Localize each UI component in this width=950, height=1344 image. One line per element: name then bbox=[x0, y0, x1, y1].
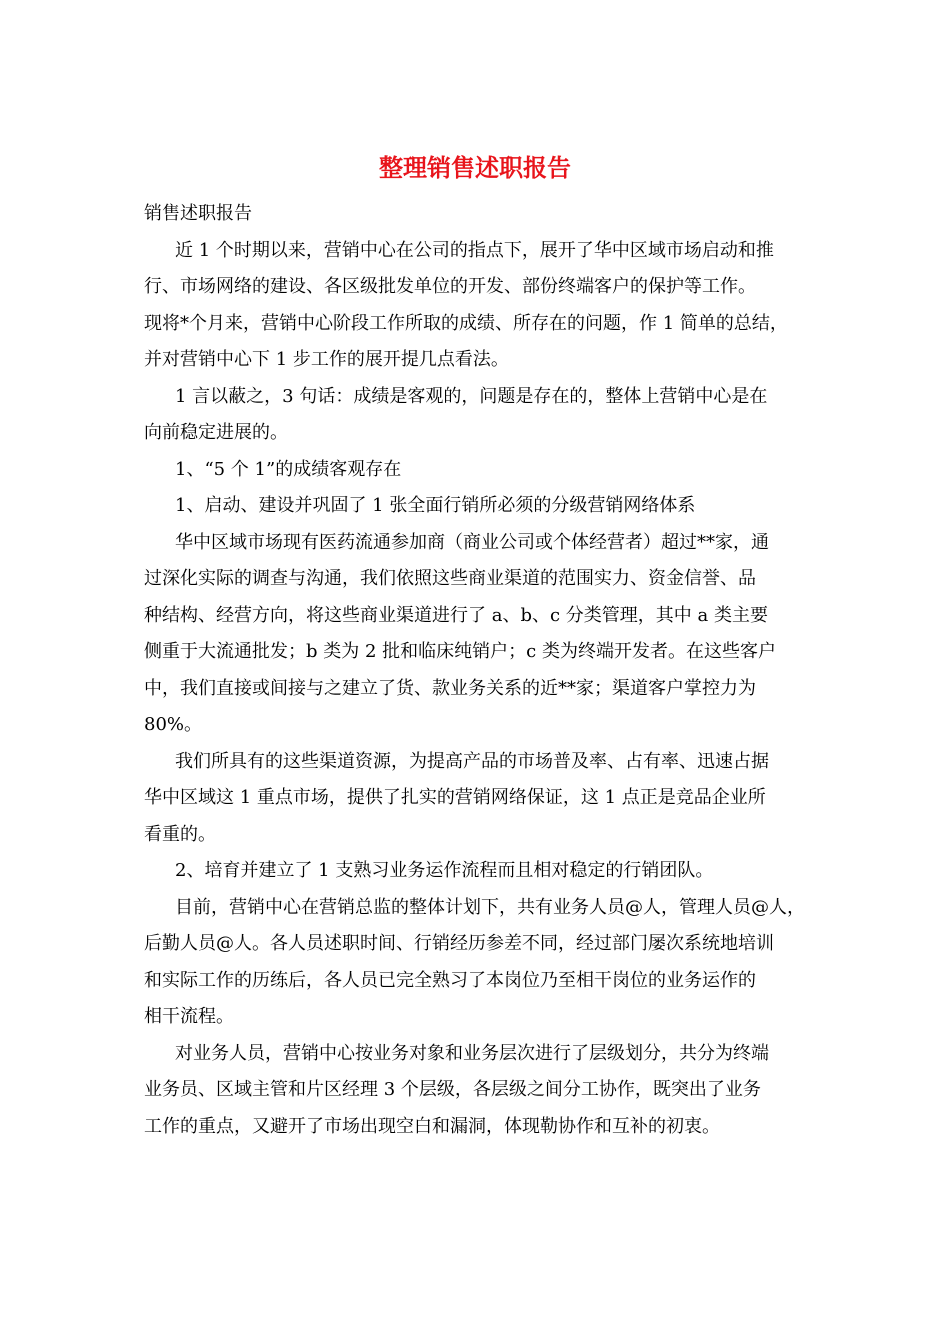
body-line: 相干流程。 bbox=[144, 1006, 234, 1027]
body-line: 我们所具有的这些渠道资源，为提高产品的市场普及率、占有率、迅速占据 bbox=[175, 750, 769, 772]
body-line: 销售述职报告 bbox=[144, 203, 252, 224]
body-line: 并对营销中心下 1 步工作的展开提几点看法。 bbox=[144, 349, 509, 370]
body-line: 近 1 个时期以来，营销中心在公司的指点下，展开了华中区域市场启动和推 bbox=[175, 239, 774, 261]
document-title: 整理销售述职报告 bbox=[379, 153, 571, 182]
body-line: 过深化实际的调查与沟通，我们依照这些商业渠道的范围实力、资金信誉、品 bbox=[144, 568, 756, 589]
body-line: 现将*个月来，营销中心阶段工作所取的成绩、所存在的问题，作 1 简单的总结， bbox=[144, 312, 788, 334]
body-line: 后勤人员@人。各人员述职时间、行销经历参差不同，经过部门屡次系统地培训 bbox=[144, 933, 774, 954]
body-line: 工作的重点，又避开了市场出现空白和漏洞，体现勒协作和互补的初衷。 bbox=[144, 1115, 720, 1137]
document-body bbox=[144, 196, 809, 1145]
body-line: 华中区域这 1 重点市场，提供了扎实的营销网络保证，这 1 点正是竞品企业所 bbox=[144, 787, 766, 808]
body-line: 和实际工作的历练后，各人员已完全熟习了本岗位乃至相干岗位的业务运作的 bbox=[144, 969, 756, 991]
body-line: 看重的。 bbox=[144, 823, 216, 845]
body-line: 向前稳定进展的。 bbox=[144, 422, 288, 443]
body-line: 种结构、经营方向，将这些商业渠道进行了 a、b、c 分类管理，其中 a 类主要 bbox=[144, 604, 768, 626]
body-line: 中，我们直接或间接与之建立了货、款业务关系的近**家；渠道客户掌控力为 bbox=[144, 677, 756, 699]
body-line: 80%。 bbox=[144, 714, 203, 735]
body-line: 对业务人员，营销中心按业务对象和业务层次进行了层级划分，共分为终端 bbox=[175, 1042, 769, 1064]
body-line: 1 言以蔽之，3 句话：成绩是客观的，问题是存在的，整体上营销中心是在 bbox=[175, 385, 768, 407]
body-line: 侧重于大流通批发；b 类为 2 批和临床纯销户；c 类为终端开发者。在这些客户 bbox=[144, 641, 776, 662]
body-line: 目前，营销中心在营销总监的整体计划下，共有业务人员@人，管理人员@人， bbox=[175, 896, 805, 918]
body-line: 2、培育并建立了 1 支熟习业务运作流程而且相对稳定的行销团队。 bbox=[175, 860, 714, 881]
body-line: 1、“5 个 1”的成绩客观存在 bbox=[175, 458, 402, 480]
body-line: 1、启动、建设并巩固了 1 张全面行销所必须的分级营销网络体系 bbox=[175, 495, 696, 516]
body-line: 业务员、区域主管和片区经理 3 个层级，各层级之间分工协作，既突出了业务 bbox=[144, 1079, 761, 1100]
body-line: 华中区域市场现有医药流通参加商（商业公司或个体经营者）超过**家，通 bbox=[175, 531, 769, 553]
body-line: 行、市场网络的建设、各区级批发单位的开发、部份终端客户的保护等工作。 bbox=[144, 276, 756, 297]
